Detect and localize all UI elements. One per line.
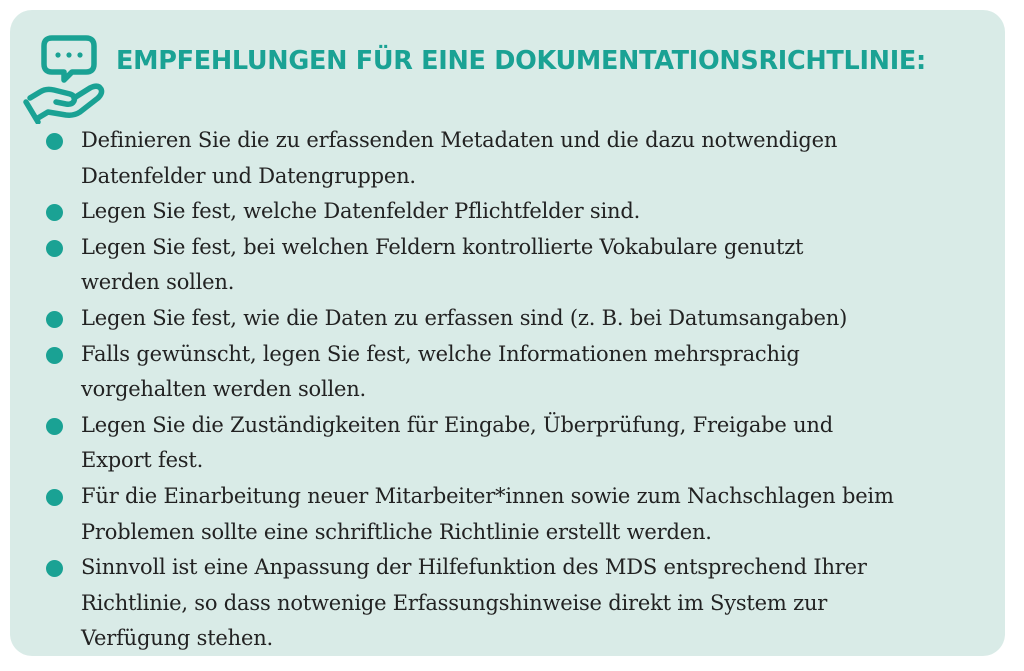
list-item <box>46 194 966 230</box>
list-item-text: Export fest. <box>81 448 204 473</box>
list-item-text: Problemen sollte eine schriftliche Richtlinie erstellt werden. <box>81 519 712 544</box>
bullet-dot-icon <box>46 311 63 328</box>
list-item-text: Legen Sie die Zuständigkeiten für Eingabe, Überprüfung, Freigabe und <box>81 412 833 437</box>
bullet-dot-icon <box>46 133 63 150</box>
bullet-dot-icon <box>46 347 63 364</box>
list-item <box>46 550 966 657</box>
list-item-text: werden sollen. <box>81 270 235 295</box>
list-item-text: Richtlinie, so dass notwenige Erfassungshinweise direkt im System zur <box>81 590 828 615</box>
list-item-text: Legen Sie fest, wie die Daten zu erfassen sind (z. B. bei Datumsangaben) <box>81 305 848 330</box>
list-item <box>46 301 966 337</box>
bullet-dot-icon <box>46 240 63 257</box>
list-item <box>46 408 966 479</box>
list-item-text: Falls gewünscht, legen Sie fest, welche Informationen mehrsprachig <box>81 341 800 366</box>
list-item <box>46 337 966 408</box>
bullet-dot-icon <box>46 560 63 577</box>
list-item-text: Für die Einarbeitung neuer Mitarbeiter*innen sowie zum Nachschlagen beim <box>81 483 894 508</box>
list-item-text: Datenfelder und Datengruppen. <box>81 163 416 188</box>
list-item-text: Definieren Sie die zu erfassenden Metadaten und die dazu notwendigen <box>81 128 838 152</box>
list-item <box>46 230 966 301</box>
list-item-text: Verfügung stehen. <box>81 626 274 651</box>
list-item-text: Sinnvoll ist eine Anpassung der Hilfefunktion des MDS entsprechend Ihrer <box>81 555 867 580</box>
bullet-dot-icon <box>46 204 63 221</box>
bullet-dot-icon <box>46 418 63 435</box>
list-item-text: Legen Sie fest, welche Datenfelder Pflichtfelder sind. <box>81 199 641 224</box>
list-item-text: Legen Sie fest, bei welchen Feldern kontrollierte Vokabulare genutzt <box>81 234 804 259</box>
list-item-text: vorgehalten werden sollen. <box>81 377 367 402</box>
hand-with-speech-bubble-icon <box>22 32 108 124</box>
list-item <box>46 123 966 194</box>
recommendation-box <box>10 10 1005 656</box>
recommendation-list <box>46 123 966 657</box>
bullet-dot-icon <box>46 489 63 506</box>
list-item <box>46 479 966 550</box>
page-title: EMPFEHLUNGEN FÜR EINE DOKUMENTATIONSRICHTLINIE: <box>116 46 926 76</box>
